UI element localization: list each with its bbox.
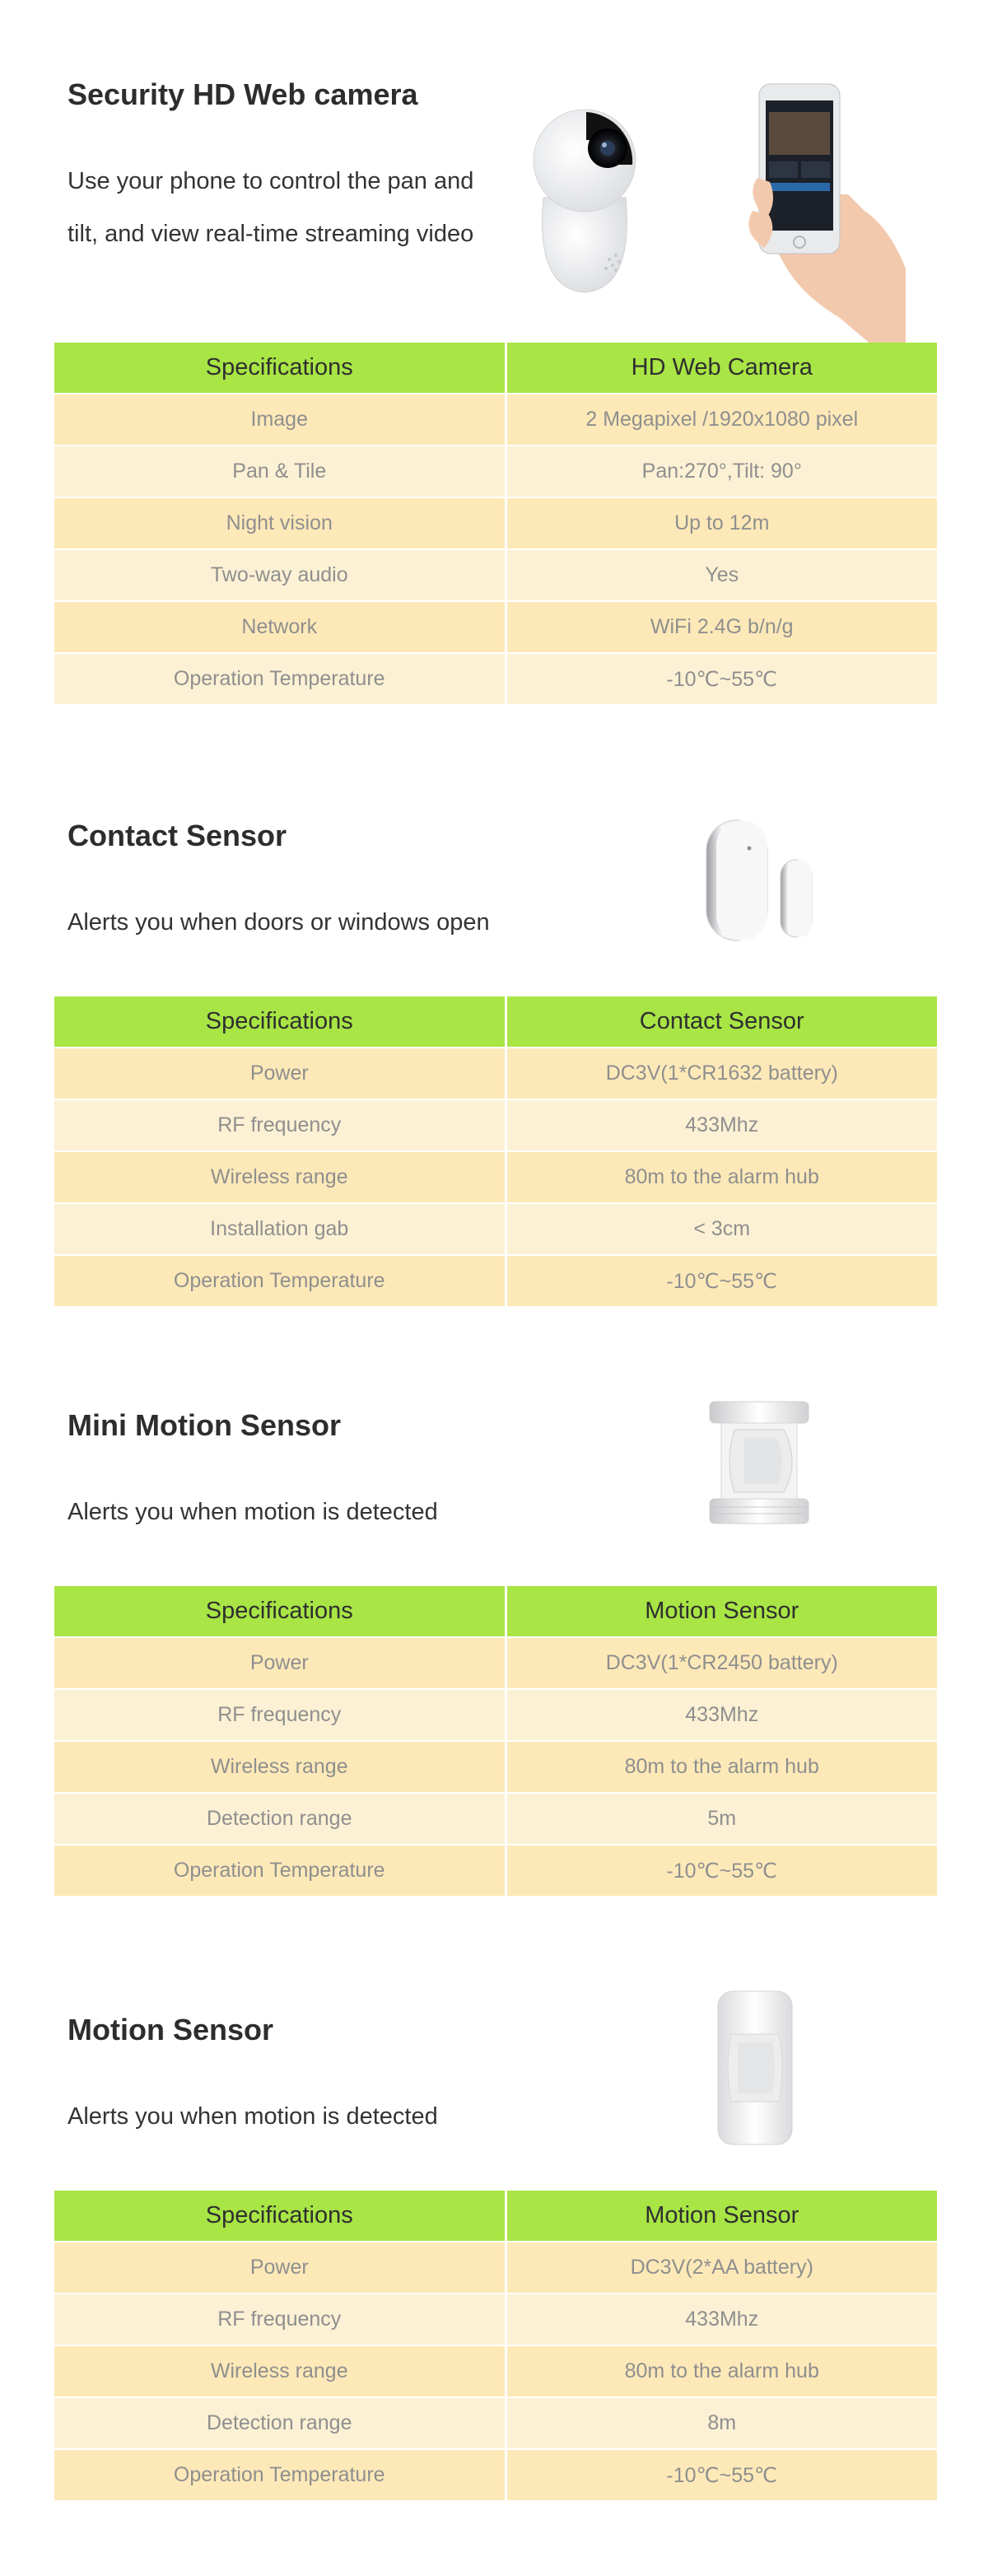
table-cell: Operation Temperature — [54, 653, 506, 705]
table-cell: 80m to the alarm hub — [506, 2345, 937, 2397]
table-cell: -10℃~55℃ — [506, 2449, 937, 2501]
table-header: Specifications — [54, 1586, 506, 1637]
table-cell: Network — [54, 601, 506, 653]
table-header: Motion Sensor — [506, 1586, 937, 1637]
table-cell: Detection range — [54, 1793, 506, 1845]
section-description — [68, 2090, 529, 2143]
table-cell: Detection range — [54, 2397, 506, 2449]
table-header: Specifications — [54, 996, 506, 1048]
table-row — [54, 2242, 937, 2294]
section-title: Motion Sensor — [68, 2013, 273, 2046]
table-cell: -10℃~55℃ — [506, 653, 937, 705]
table-header-row — [54, 343, 937, 394]
section-title: Mini Motion Sensor — [68, 1408, 341, 1442]
table-header-row — [54, 1586, 937, 1637]
table-cell: WiFi 2.4G b/n/g — [506, 601, 937, 653]
contact-sensor-spec-table — [54, 996, 937, 1308]
table-cell: DC3V(1*CR1632 battery) — [506, 1048, 937, 1099]
table-cell: Image — [54, 394, 506, 446]
table-row — [54, 446, 937, 497]
section-title: Contact Sensor — [68, 819, 287, 852]
table-cell: 433Mhz — [506, 1099, 937, 1151]
table-cell: Two-way audio — [54, 549, 506, 601]
section-title: Security HD Web camera — [68, 77, 418, 111]
motion-sensor-section — [0, 1985, 988, 2512]
section-description — [68, 1486, 529, 1538]
description-line: Alerts you when motion is detected — [68, 2103, 438, 2130]
table-row — [54, 1048, 937, 1099]
table-header: Specifications — [54, 343, 506, 394]
section-description — [68, 896, 529, 949]
description-line: Use your phone to control the pan and — [68, 168, 474, 194]
table-row — [54, 2397, 937, 2449]
table-cell: Yes — [506, 549, 937, 601]
table-row — [54, 1255, 937, 1307]
contact-sensor-image — [692, 809, 832, 949]
table-header-row — [54, 996, 937, 1048]
table-cell: -10℃~55℃ — [506, 1255, 937, 1307]
description-line: Alerts you when motion is detected — [68, 1499, 438, 1525]
table-row — [54, 653, 937, 705]
table-row — [54, 601, 937, 653]
description-line: Alerts you when doors or windows open — [68, 909, 490, 936]
table-row — [54, 2449, 937, 2501]
table-row — [54, 549, 937, 601]
table-cell: 5m — [506, 1793, 937, 1845]
table-cell: Operation Temperature — [54, 1255, 506, 1307]
mini-motion-sensor-spec-table — [54, 1586, 937, 1897]
phone-in-hand-image — [741, 79, 906, 346]
table-cell: 2 Megapixel /1920x1080 pixel — [506, 394, 937, 446]
table-cell: Wireless range — [54, 1741, 506, 1793]
table-row — [54, 1689, 937, 1741]
motion-sensor-image — [710, 1985, 800, 2149]
camera-section — [0, 0, 988, 708]
table-cell: Wireless range — [54, 1151, 506, 1203]
table-row — [54, 1793, 937, 1845]
contact-sensor-section — [0, 791, 988, 1318]
table-header: HD Web Camera — [506, 343, 937, 394]
table-cell: Pan:270°,Tilt: 90° — [506, 446, 937, 497]
table-cell: DC3V(1*CR2450 battery) — [506, 1637, 937, 1689]
table-cell: -10℃~55℃ — [506, 1845, 937, 1897]
table-row — [54, 1741, 937, 1793]
camera-product-image — [527, 82, 642, 296]
table-cell: RF frequency — [54, 1689, 506, 1741]
camera-spec-table — [54, 343, 937, 706]
table-cell: Operation Temperature — [54, 2449, 506, 2501]
table-cell: Power — [54, 1637, 506, 1689]
description-line: tilt, and view real-time streaming video — [68, 221, 474, 247]
table-cell: RF frequency — [54, 1099, 506, 1151]
table-header: Motion Sensor — [506, 2191, 937, 2242]
table-cell: RF frequency — [54, 2294, 506, 2345]
table-cell: Operation Temperature — [54, 1845, 506, 1897]
table-header: Contact Sensor — [506, 996, 937, 1048]
table-cell: Pan & Tile — [54, 446, 506, 497]
table-cell: Power — [54, 1048, 506, 1099]
table-row — [54, 497, 937, 549]
table-cell: 80m to the alarm hub — [506, 1741, 937, 1793]
table-row — [54, 1203, 937, 1255]
table-cell: Up to 12m — [506, 497, 937, 549]
table-cell: Wireless range — [54, 2345, 506, 2397]
table-cell: 433Mhz — [506, 1689, 937, 1741]
table-row — [54, 1099, 937, 1151]
table-cell: Night vision — [54, 497, 506, 549]
table-header-row — [54, 2191, 937, 2242]
table-cell: 433Mhz — [506, 2294, 937, 2345]
table-row — [54, 394, 937, 446]
table-row — [54, 1151, 937, 1203]
table-row — [54, 2294, 937, 2345]
table-row — [54, 2345, 937, 2397]
table-header: Specifications — [54, 2191, 506, 2242]
table-cell: DC3V(2*AA battery) — [506, 2242, 937, 2294]
table-cell: Power — [54, 2242, 506, 2294]
table-cell: < 3cm — [506, 1203, 937, 1255]
table-cell: 8m — [506, 2397, 937, 2449]
table-cell: 80m to the alarm hub — [506, 1151, 937, 1203]
table-row — [54, 1637, 937, 1689]
mini-motion-sensor-section — [0, 1380, 988, 1907]
motion-sensor-spec-table — [54, 2191, 937, 2502]
table-row — [54, 1845, 937, 1897]
table-cell: Installation gab — [54, 1203, 506, 1255]
mini-motion-sensor-image — [701, 1397, 817, 1528]
section-description — [68, 155, 529, 260]
